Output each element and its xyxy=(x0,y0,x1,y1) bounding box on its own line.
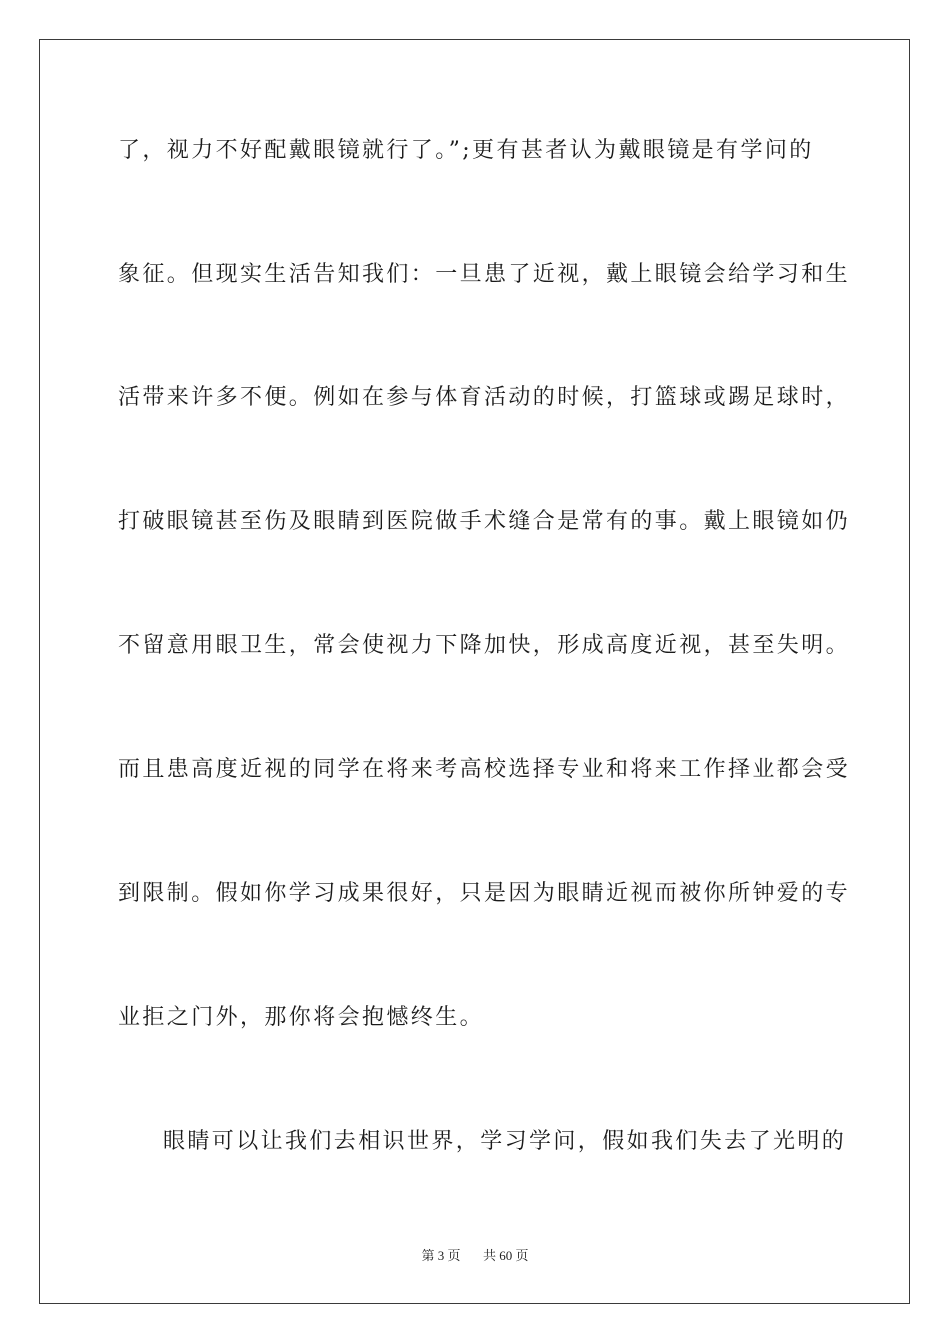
text-line: 象征。但现实生活告知我们：一旦患了近视，戴上眼镜会给学习和生 xyxy=(118,262,851,287)
text-line: 到限制。假如你学习成果很好，只是因为眼睛近视而被你所钟爱的专 xyxy=(118,881,851,906)
text-line: 打破眼镜甚至伤及眼睛到医院做手术缝合是常有的事。戴上眼镜如仍 xyxy=(118,509,851,534)
text-line: 业拒之门外，那你将会抱憾终生。 xyxy=(118,1005,485,1030)
page-footer xyxy=(0,1247,950,1265)
total-pages: 共 60 页 xyxy=(483,1248,529,1263)
text-line: 而且患高度近视的同学在将来考高校选择专业和将来工作择业都会受 xyxy=(118,757,851,782)
text-line: 了，视力不好配戴眼镜就行了。”;更有甚者认为戴眼镜是有学问的 xyxy=(118,138,814,163)
page-border xyxy=(39,39,910,1304)
paragraph-start-line: 眼睛可以让我们去相识世界，学习学问，假如我们失去了光明的 xyxy=(163,1129,847,1154)
text-line: 活带来许多不便。例如在参与体育活动的时候，打篮球或踢足球时， xyxy=(118,385,851,410)
text-line: 不留意用眼卫生，常会使视力下降加快，形成高度近视，甚至失明。 xyxy=(118,633,851,658)
page-number: 第 3 页 xyxy=(421,1248,461,1263)
